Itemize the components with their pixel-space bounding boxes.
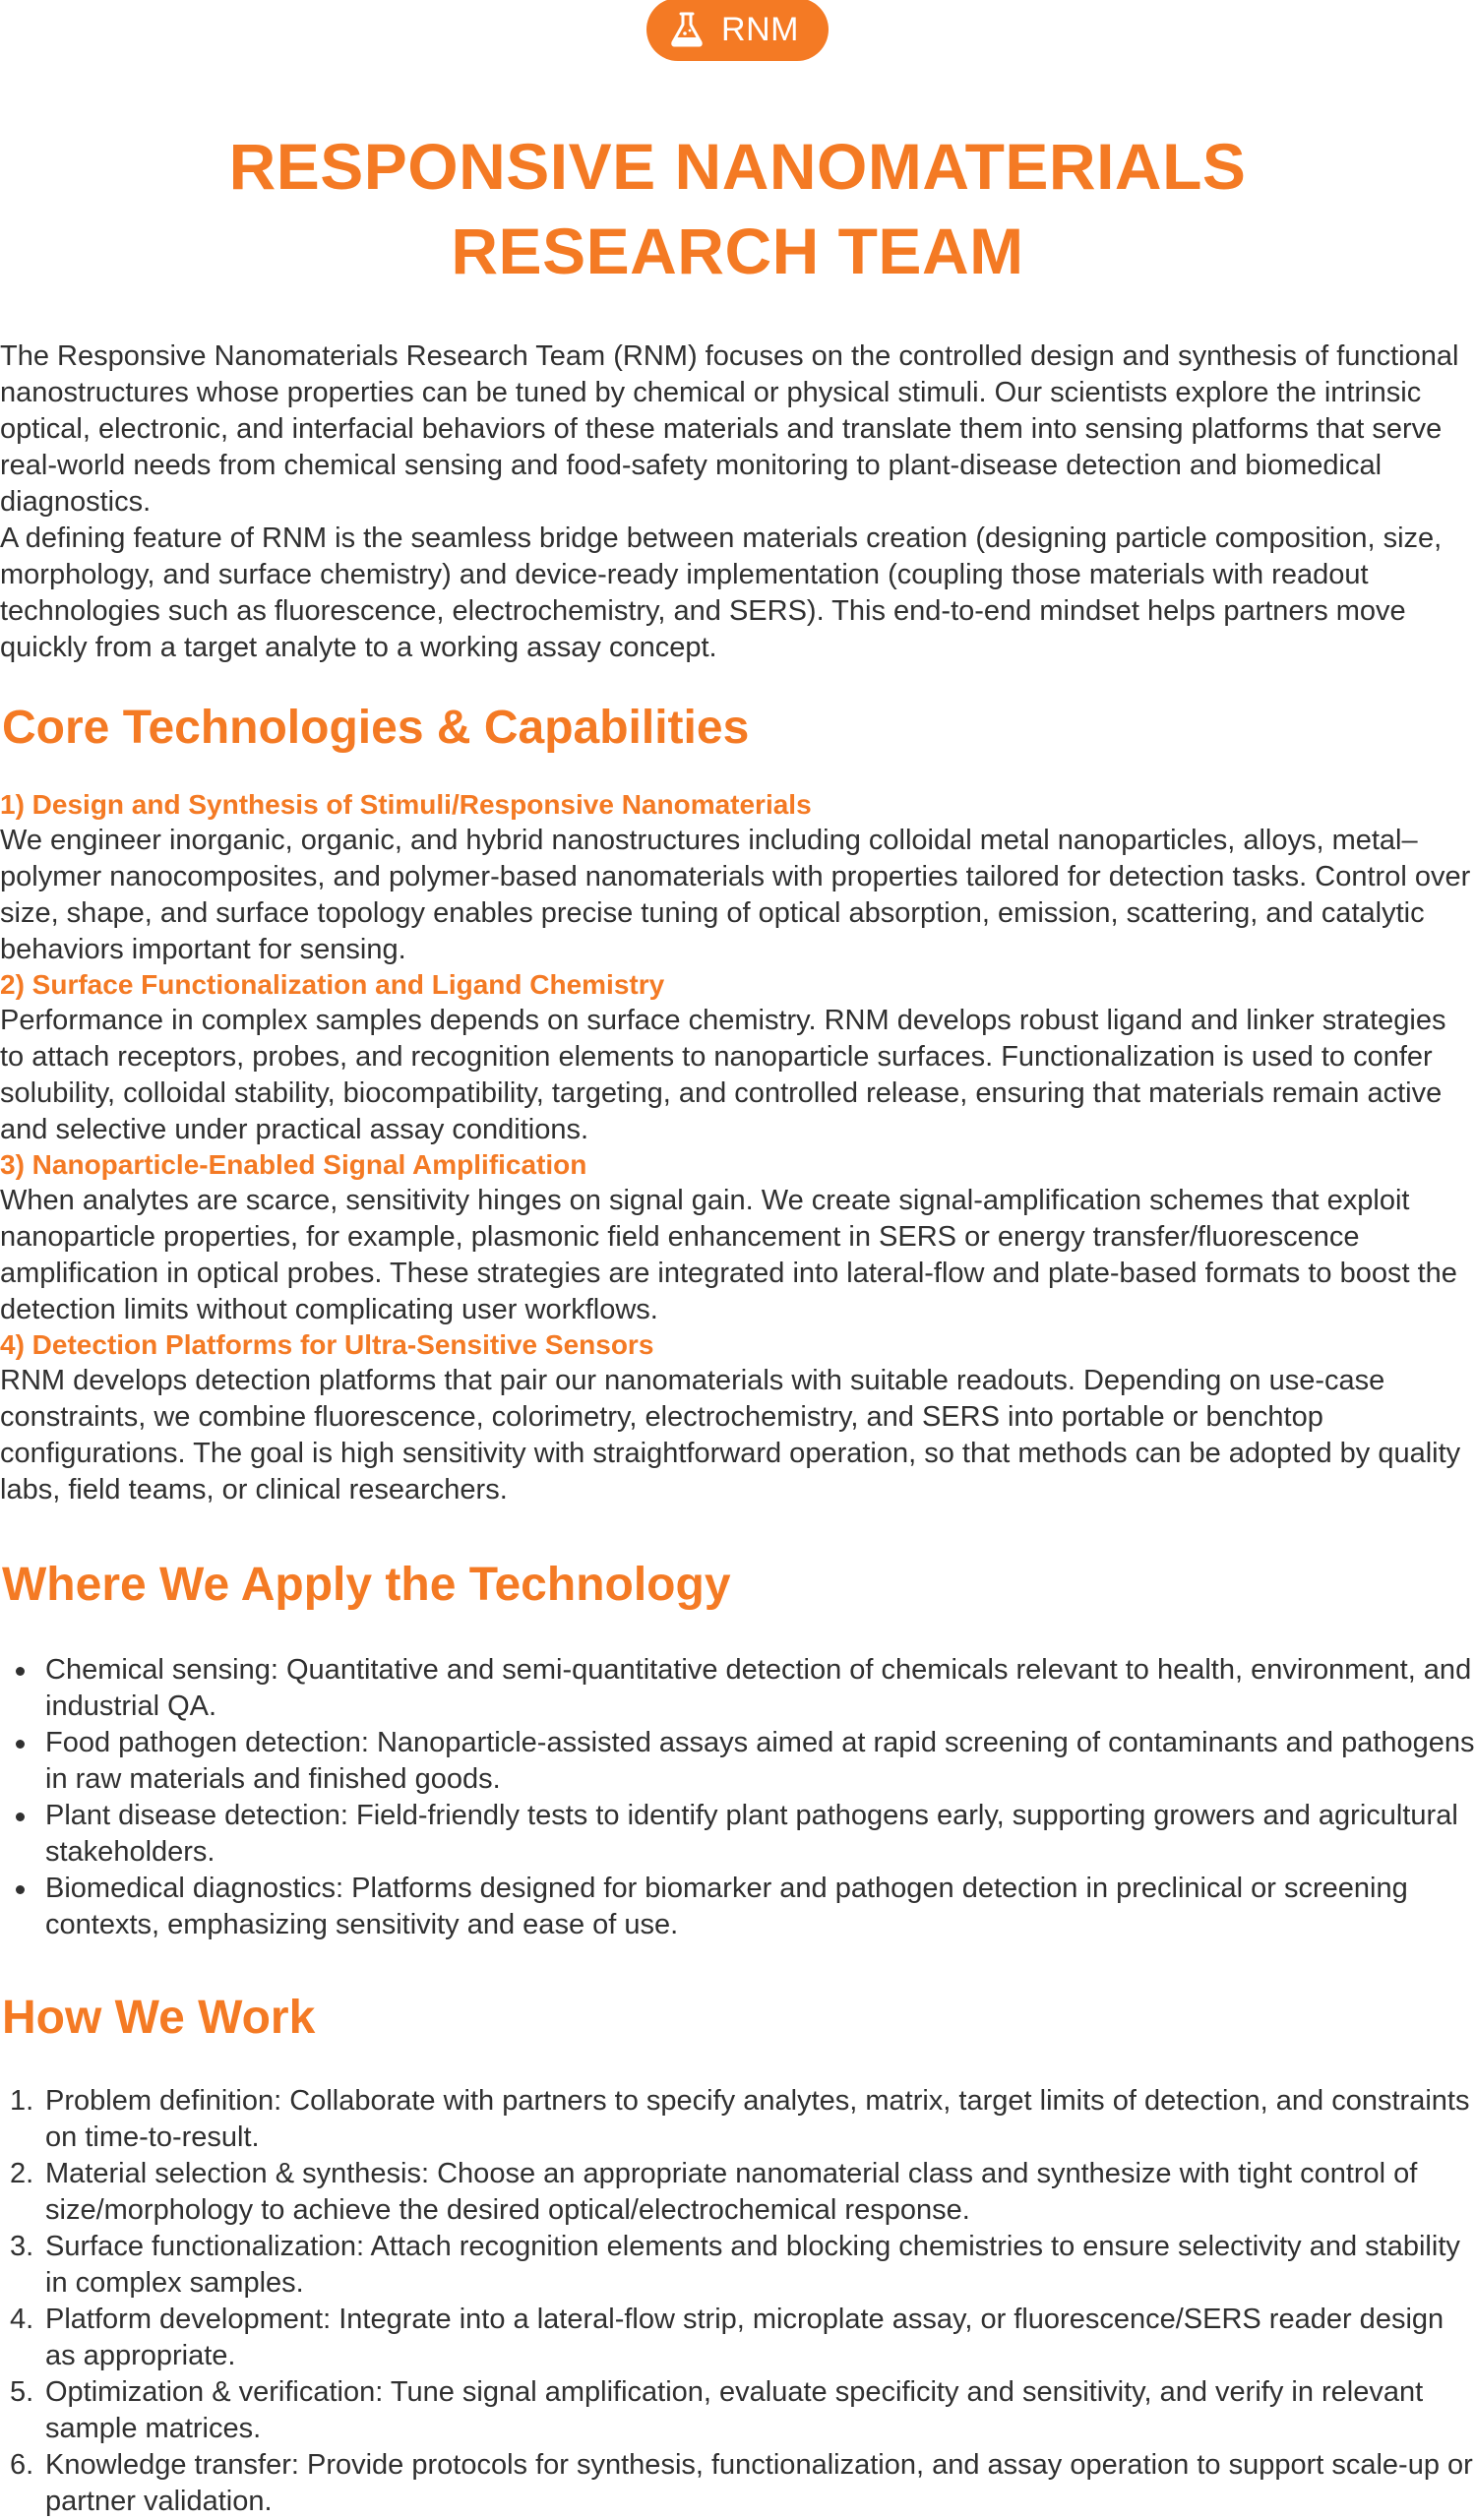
page-title-line-1: RESPONSIVE NANOMATERIALS xyxy=(228,130,1247,204)
list-item xyxy=(0,1652,1475,1725)
list-item-text: Problem definition: Collaborate with partners to specify analytes, matrix, target limits of detection, and constraints on time-to-result. xyxy=(45,2085,1470,2153)
list-item-text: Optimization & verification: Tune signal amplification, evaluate specificity and sensitivity, and verify in relevant sample matrices. xyxy=(45,2376,1424,2444)
list-item xyxy=(0,2447,1475,2520)
core-item-3-title: 3) Nanoparticle-Enabled Signal Amplification xyxy=(0,1149,587,1180)
list-item xyxy=(0,2083,1475,2156)
list-item xyxy=(0,2374,1475,2447)
list-item-text: Food pathogen detection: Nanoparticle-assisted assays aimed at rapid screening of contaminants and pathogens in raw materials and finished goods. xyxy=(45,1727,1475,1795)
list-item xyxy=(0,1871,1475,1943)
core-item-2-title: 2) Surface Functionalization and Ligand Chemistry xyxy=(0,969,665,1000)
core-item-3-body: When analytes are scarce, sensitivity hinges on signal gain. We create signal-amplification schemes that exploit nanoparticle properties, for example, plasmonic field enhancement in SERS or energy transfer/fluorescence amplification in optical probes. These strategies are integrated into lateral-flow and plate-based formats to boost the detection limits without complicating user workflows. xyxy=(0,1185,1457,1325)
flask-icon xyxy=(670,12,704,47)
intro-paragraph-2: A defining feature of RNM is the seamless bridge between materials creation (designing particle composition, size, morphology, and surface chemistry) and device-ready implementation (coupling those materials with readout technologies such as fluorescence, electrochemistry, and SERS). This end-to-end mindset helps partners move quickly from a target analyte to a working assay concept. xyxy=(0,522,1443,663)
page-title-line-2: RESEARCH TEAM xyxy=(451,215,1024,288)
bullet-icon xyxy=(16,1885,25,1894)
core-item-2-body: Performance in complex samples depends on surface chemistry. RNM develops robust ligand and linker strategies to attach receptors, probes, and recognition elements to nanoparticle surfaces. Functionalization is used to confer solubility, colloidal stability, biocompatibility, targeting, and controlled release, ensuring that materials remain active and selective under practical assay conditions. xyxy=(0,1005,1446,1145)
badge-label: RNM xyxy=(721,10,799,48)
list-item xyxy=(0,2229,1475,2302)
list-item-number: 1. xyxy=(10,2085,34,2117)
core-heading: Core Technologies & Capabilities xyxy=(2,702,750,754)
bullet-icon xyxy=(16,1740,25,1749)
list-item-text: Knowledge transfer: Provide protocols for synthesis, functionalization, and assay operation to support scale-up or partner validation. xyxy=(45,2449,1473,2517)
list-item-text: Surface functionalization: Attach recognition elements and blocking chemistries to ensure selectivity and stability in complex samples. xyxy=(45,2231,1460,2299)
page-title xyxy=(0,124,1475,293)
list-item-number: 3. xyxy=(10,2231,34,2262)
list-item xyxy=(0,1725,1475,1798)
list-item-text: Material selection & synthesis: Choose an appropriate nanomaterial class and synthesize with tight control of size/morphology to achieve the desired optical/electrochemical response. xyxy=(45,2158,1418,2226)
core-item-4-body: RNM develops detection platforms that pair our nanomaterials with suitable readouts. Depending on use-case constraints, we combine fluorescence, colorimetry, electrochemistry, and SERS into portable or benchtop configurations. The goal is high sensitivity with straightforward operation, so that methods can be adopted by quality labs, field teams, or clinical researchers. xyxy=(0,1365,1461,1506)
core-item-1-title: 1) Design and Synthesis of Stimuli/Responsive Nanomaterials xyxy=(0,789,812,820)
bullet-icon xyxy=(16,1813,25,1821)
list-item-number: 4. xyxy=(10,2304,34,2335)
work-heading: How We Work xyxy=(2,1992,316,2044)
list-item-number: 5. xyxy=(10,2376,34,2408)
badge-row xyxy=(0,0,1475,61)
work-list xyxy=(0,2083,1475,2520)
list-item-number: 6. xyxy=(10,2449,34,2481)
list-item-text: Platform development: Integrate into a lateral-flow strip, microplate assay, or fluorescence/SERS reader design as appropriate. xyxy=(45,2304,1444,2371)
apply-heading: Where We Apply the Technology xyxy=(2,1559,731,1611)
core-item-1-body: We engineer inorganic, organic, and hybrid nanostructures including colloidal metal nanoparticles, alloys, metal–polymer nanocomposites, and polymer-based nanomaterials with properties tailored for detection tasks. Control over size, shape, and surface topology enables precise tuning of optical absorption, emission, scattering, and catalytic behaviors important for sensing. xyxy=(0,825,1471,965)
list-item xyxy=(0,1798,1475,1871)
list-item-number: 2. xyxy=(10,2158,34,2189)
rnm-badge xyxy=(646,0,829,61)
list-item-text: Plant disease detection: Field-friendly tests to identify plant pathogens early, supporting growers and agricultural stakeholders. xyxy=(45,1800,1458,1868)
core-item-4-title: 4) Detection Platforms for Ultra-Sensitive Sensors xyxy=(0,1329,654,1360)
intro-paragraph-1: The Responsive Nanomaterials Research Team (RNM) focuses on the controlled design and synthesis of functional nanostructures whose properties can be tuned by chemical or physical stimuli. Our scientists explore the intrinsic optical, electronic, and interfacial behaviors of these materials and translate them into sensing platforms that serve real-world needs from chemical sensing and food-safety monitoring to plant-disease detection and biomedical diagnostics. xyxy=(0,340,1459,518)
bullet-icon xyxy=(16,1667,25,1676)
apply-list xyxy=(0,1652,1475,1943)
list-item xyxy=(0,2156,1475,2229)
list-item-text: Biomedical diagnostics: Platforms designed for biomarker and pathogen detection in preclinical or screening contexts, emphasizing sensitivity and ease of use. xyxy=(45,1873,1408,1940)
list-item-text: Chemical sensing: Quantitative and semi-quantitative detection of chemicals relevant to health, environment, and industrial QA. xyxy=(45,1654,1472,1722)
list-item xyxy=(0,2302,1475,2374)
